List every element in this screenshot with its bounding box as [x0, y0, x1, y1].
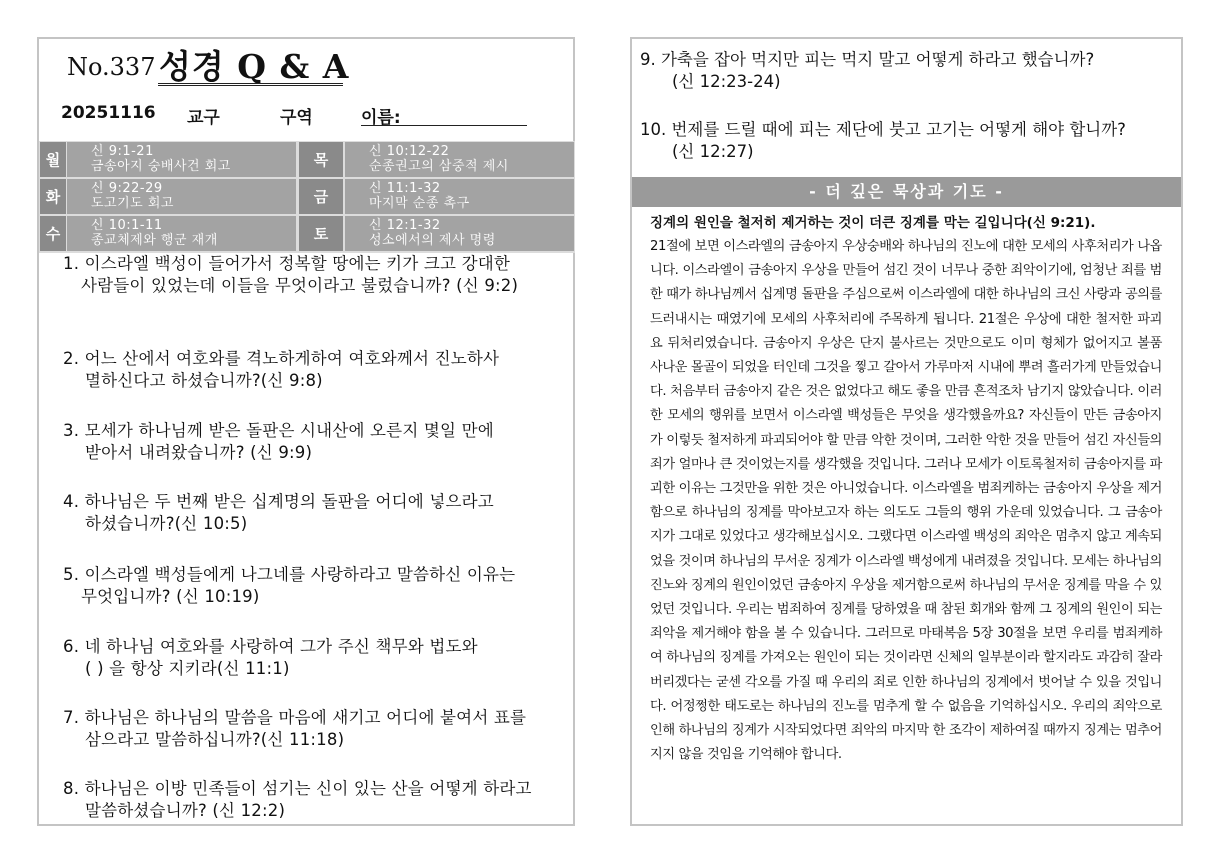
- question-text: 8. 하나님은 이방 민족들이 섬기는 신이 있는 산을 어떻게 하라고: [63, 779, 532, 798]
- schedule-ref: 신 12:1-32: [369, 218, 441, 233]
- schedule-desc: 금송아지 숭배사건 회고: [91, 159, 231, 174]
- question-text: 2. 어느 산에서 여호와를 격노하게하여 여호와께서 진노하사: [63, 349, 500, 368]
- question-item: [63, 707, 526, 751]
- question-text: 9. 가축을 잡아 먹지만 피는 먹지 말고 어떻게 하라고 했습니까?: [640, 50, 1095, 69]
- question-text: 1. 이스라엘 백성이 들어가서 정복할 땅에는 키가 크고 강대한: [63, 254, 511, 273]
- question-text-cont: (신 12:27): [672, 142, 754, 161]
- schedule-day: 목: [299, 142, 343, 177]
- name-label: 이름:: [361, 108, 401, 128]
- question-text-cont: (신 12:23-24): [672, 72, 781, 91]
- question-text-cont: ( ) 을 항상 지키라(신 11:1): [85, 659, 290, 678]
- question-text: 7. 하나님은 하나님의 말씀을 마음에 새기고 어디에 붙여서 표를: [63, 708, 527, 727]
- schedule-day: 토: [299, 216, 343, 251]
- schedule-day: 화: [40, 179, 66, 214]
- question-item: [640, 49, 1094, 93]
- question-item: [63, 778, 532, 822]
- question-text-cont: 무엇입니까? (신 10:19): [81, 587, 260, 606]
- schedule-day: 금: [299, 179, 343, 214]
- meditation-heading: 징계의 원인을 철저히 제거하는 것이 더큰 징계를 막는 길입니다(신 9:21).: [650, 215, 1096, 231]
- question-text-cont: 받아서 내려왔습니까? (신 9:9): [85, 443, 313, 462]
- question-text-cont: 말씀하셨습니까? (신 12:2): [85, 801, 286, 820]
- schedule-desc: 성소에서의 제사 명령: [369, 233, 496, 248]
- schedule-row: [39, 179, 575, 215]
- meditation-body: 21절에 보면 이스라엘의 금송아지 우상숭배와 하나님의 진노에 대한 모세의 사후처리가 나옵니다. 이스라엘이 금송아지 우상을 만들어 섬긴 것이 너무나 중한 죄악이기에, 엄청난 죄를 범한 때가 하나님께서 십계명 돌판을 주심으로써 이스라엘에 대한 하나님의 크신 사랑과 공의를 드러내시는 때였기에 모세의 사후처리에 주목하게 됩니다. 21절은 우상에 대한 철저한 파괴요 뒤처리였습니다. 금송아지 우상은 단지 불사르는 것만으로도 이미 형체가 없어지고 볼품 사나운 몰골이 되었을 터인데 그것을 찧고 갈아서 가루마저 시내에 뿌려 흘러가게 만들었습니다. 처음부터 금송아지 같은 것은 없었다고 해도 좋을 만큼 흔적조차 남기지 않았습니다. 이러한 모세의 행위를 보면서 이스라엘 백성들은 무엇을 생각했을까요? 자신들이 만든 금송아지가 이렇듯 철저하게 파괴되어야 할 만큼 악한 것이며, 그러한 악한 것을 만들어 섬긴 자신들의 죄가 얼마나 큰 것이었는지를 생각했을 것입니다. 그러나 모세가 이토록철저히 금송아지를 파괴한 이유는 그것만을 위한 것은 아니었습니다. 이스라엘을 범죄케하는 금송아지 우상을 제거함으로 하나님의 징계를 막아보고자 하는 의도도 그들의 행위 가운데 있었습니다. 그 금송아지가 그대로 있었다고 생각해보십시오. 그랬다면 이스라엘 백성의 죄악은 멈추지 않고 계속되었을 것이며 하나님의 무서운 징계가 이스라엘 백성에게 내려졌을 것입니다. 모세는 하나님의 진노와 징계의 원인이었던 금송아지 우상을 제거함으로써 하나님의 무서운 징계를 막을 수 있었던 것입니다. 우리는 범죄하여 징계를 당하였을 때 참된 회개와 함께 그 징계의 원인이 되는 죄악을 제거해야 함을 볼 수 있습니다. 그러므로 마태복음 5장 30절을 보면 우리를 범죄케하여 하나님의 징계를 가져오는 원인이 되는 것이라면 신체의 일부분이라 할지라도 과감히 잘라버리겠다는 굳센 각오를 가질 때 우리의 죄로 인한 하나님의 징계에서 벗어날 수 있을 것입니다. 어정쩡한 태도로는 하나님의 진노를 멈추게 할 수 없음을 기억하십시오. 우리의 죄악으로 인해 하나님의 징계가 시작되었다면 죄악의 마지막 한 조각이 제하여질 때까지 징계는 멈추어지지 않을 것임을 기억해야 합니다.: [650, 239, 1162, 763]
- schedule-desc: 종교체제와 행군 재개: [91, 233, 218, 248]
- schedule-entry: [345, 216, 574, 251]
- schedule-desc: 도고기도 회고: [91, 196, 174, 211]
- left-page: [37, 37, 575, 826]
- question-text-cont: 사람들이 있었는데 이들을 무엇이라고 불렀습니까? (신 9:2): [81, 276, 519, 295]
- schedule-desc: 순종권고의 삼중적 제시: [369, 159, 509, 174]
- question-text: 3. 모세가 하나님께 받은 돌판은 시내산에 오른지 몇일 만에: [63, 421, 494, 440]
- issue-number: No.337: [67, 53, 156, 81]
- schedule-desc: 마지막 순종 촉구: [369, 196, 470, 211]
- schedule-row: [39, 216, 575, 252]
- schedule-entry: [345, 142, 574, 177]
- schedule-entry: [67, 179, 296, 214]
- title-underline: [158, 83, 343, 86]
- schedule-day: 월: [40, 142, 66, 177]
- question-item: [63, 253, 518, 297]
- schedule-ref: 신 11:1-32: [369, 181, 441, 196]
- right-page: [630, 37, 1183, 826]
- date-label: 20251116: [61, 103, 156, 123]
- meditation-title: - 더 깊은 묵상과 기도 -: [632, 177, 1181, 207]
- schedule-ref: 신 10:12-22: [369, 144, 450, 159]
- question-item: [63, 491, 494, 535]
- schedule-row: [39, 142, 575, 178]
- schedule-entry: [67, 216, 296, 251]
- question-text: 6. 네 하나님 여호와를 사랑하여 그가 주신 책무와 법도와: [63, 637, 478, 656]
- page-title: 성경 Q & A: [159, 47, 350, 86]
- parish-label: 교구: [187, 108, 220, 128]
- question-item: [63, 564, 515, 608]
- question-text-cont: 삼으라고 말씀하십니까?(신 11:18): [85, 730, 345, 749]
- schedule-ref: 신 9:1-21: [91, 144, 154, 159]
- question-text-cont: 멸하신다고 하셨습니까?(신 9:8): [85, 371, 323, 390]
- district-label: 구역: [280, 108, 313, 128]
- schedule-day: 수: [40, 216, 66, 251]
- question-text: 4. 하나님은 두 번째 받은 십계명의 돌판을 어디에 넣으라고: [63, 492, 494, 511]
- schedule-entry: [67, 142, 296, 177]
- question-item: [63, 636, 478, 680]
- schedule-ref: 신 9:22-29: [91, 181, 163, 196]
- schedule-entry: [345, 179, 574, 214]
- name-blank-line: [361, 125, 527, 126]
- question-item: [63, 348, 499, 392]
- schedule-ref: 신 10:1-11: [91, 218, 163, 233]
- question-text-cont: 하셨습니까?(신 10:5): [85, 514, 248, 533]
- reading-schedule: [39, 141, 575, 253]
- question-text: 5. 이스라엘 백성들에게 나그네를 사랑하라고 말씀하신 이유는: [63, 565, 516, 584]
- question-item: [63, 420, 494, 464]
- question-text: 10. 번제를 드릴 때에 피는 제단에 붓고 고기는 어떻게 해야 합니까?: [640, 120, 1126, 139]
- question-item: [640, 119, 1126, 163]
